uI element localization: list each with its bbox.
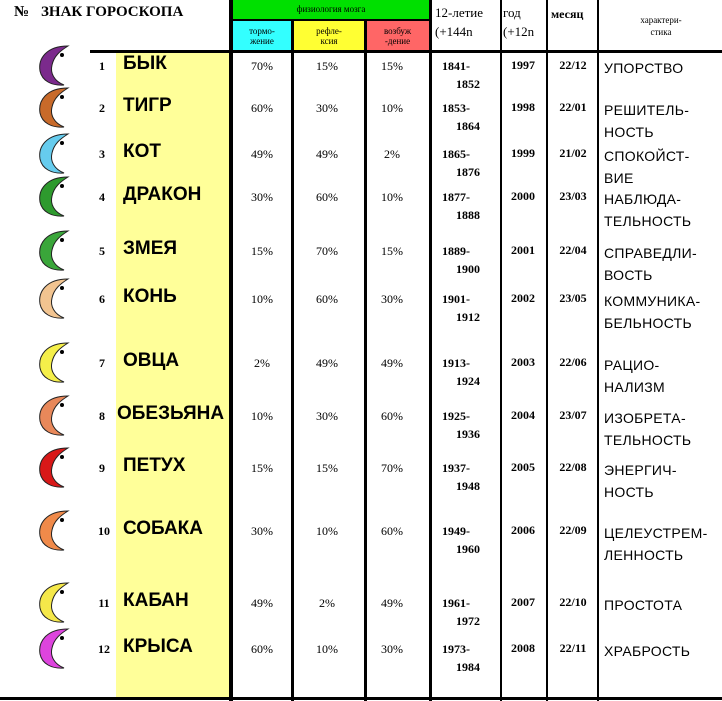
month-value: 22/06 <box>559 355 587 369</box>
year-value: 2004 <box>511 408 535 422</box>
cycle-start: 1913- <box>442 356 470 370</box>
col-header-reflex: рефле- ксия <box>316 26 342 46</box>
cycle-end: 1948 <box>456 479 480 493</box>
excite-value: 70% <box>381 461 403 475</box>
col-header-trait: характери- стика <box>640 15 682 37</box>
month-value: 22/11 <box>559 641 587 655</box>
dog-icon <box>32 508 80 552</box>
sign-name: КАБАН <box>123 590 189 611</box>
inhibit-value: 10% <box>251 292 273 306</box>
grid-line <box>229 0 233 701</box>
row-number: 9 <box>99 461 105 475</box>
grid-line <box>597 0 599 701</box>
row-number: 7 <box>99 356 105 370</box>
col-header-no: № <box>14 4 30 20</box>
sign-name: ПЕТУХ <box>123 455 186 476</box>
cycle-start: 1949- <box>442 524 470 538</box>
col-header-brain: физиология мозга <box>296 4 366 14</box>
snake-icon <box>32 228 80 272</box>
cycle-end: 1864 <box>456 119 480 133</box>
month-value: 22/01 <box>559 100 587 114</box>
grid-line <box>291 19 294 701</box>
monkey-icon <box>32 393 80 437</box>
excite-value: 15% <box>381 244 403 258</box>
col-header-inhibit: тормо- жение <box>249 26 275 46</box>
excite-value: 15% <box>381 59 403 73</box>
trait-line-2: ТЕЛЬНОСТЬ <box>604 432 692 448</box>
trait-line-1: ПРОСТОТА <box>604 597 683 613</box>
sign-name: ОВЦА <box>123 350 180 371</box>
trait-line-1: ХРАБРОСТЬ <box>604 643 691 659</box>
sign-name: ОБЕЗЬЯНА <box>117 403 225 424</box>
year-value: 2000 <box>511 189 535 203</box>
year-value: 2006 <box>511 523 535 537</box>
month-value: 22/10 <box>559 595 587 609</box>
trait-line-2: НАЛИЗМ <box>604 379 665 395</box>
reflex-value: 10% <box>316 642 338 656</box>
inhibit-value: 60% <box>251 101 273 115</box>
trait-line-2: НОСТЬ <box>604 124 654 140</box>
trait-line-1: СПРАВЕДЛИ- <box>604 245 697 261</box>
reflex-value: 60% <box>316 292 338 306</box>
trait-line-2: ЛЕННОСТЬ <box>604 547 684 563</box>
year-value: 1998 <box>511 100 535 114</box>
cycle-end: 1888 <box>456 208 480 222</box>
col-header-sign: ЗНАК ГОРОСКОПА <box>41 4 184 20</box>
cycle-end: 1960 <box>456 542 480 556</box>
grid-line <box>90 50 722 53</box>
excite-value: 60% <box>381 409 403 423</box>
dragon-icon <box>32 174 80 218</box>
col-header-excite: возбуж -дение <box>383 26 412 46</box>
inhibit-value: 30% <box>251 190 273 204</box>
year-value: 2005 <box>511 460 535 474</box>
inhibit-value: 30% <box>251 524 273 538</box>
inhibit-value: 49% <box>251 596 273 610</box>
sign-name: СОБАКА <box>123 518 203 539</box>
sign-name: КОНЬ <box>123 286 177 307</box>
row-number: 6 <box>99 292 105 306</box>
trait-line-2: ВОСТЬ <box>604 267 653 283</box>
sign-name: БЫК <box>123 53 167 74</box>
cycle-start: 1853- <box>442 101 470 115</box>
col-header-year: год (+12n <box>503 5 535 39</box>
year-value: 1999 <box>511 146 535 160</box>
inhibit-value: 60% <box>251 642 273 656</box>
trait-line-1: УПОРСТВО <box>604 60 684 76</box>
year-value: 2008 <box>511 641 535 655</box>
col-header-cycle144: 12-летие (+144n <box>435 5 483 39</box>
cycle-start: 1937- <box>442 461 470 475</box>
trait-line-1: ЭНЕРГИЧ- <box>604 462 677 478</box>
year-value: 2007 <box>511 595 535 609</box>
excite-value: 10% <box>381 190 403 204</box>
trait-line-1: РАЦИО- <box>604 357 660 373</box>
row-number: 11 <box>98 596 110 610</box>
reflex-value: 30% <box>316 409 338 423</box>
cycle-start: 1901- <box>442 292 470 306</box>
cycle-start: 1973- <box>442 642 470 656</box>
excite-value: 30% <box>381 292 403 306</box>
row-number: 3 <box>99 147 105 161</box>
cycle-end: 1852 <box>456 77 480 91</box>
excite-value: 49% <box>381 356 403 370</box>
trait-line-2: НОСТЬ <box>604 484 654 500</box>
rooster-icon <box>32 445 80 489</box>
grid-line <box>546 0 548 701</box>
reflex-value: 15% <box>316 461 338 475</box>
row-number: 1 <box>99 59 105 73</box>
sign-name: ТИГР <box>123 95 172 116</box>
month-value: 23/03 <box>559 189 587 203</box>
trait-line-2: ВИЕ <box>604 170 634 186</box>
year-value: 2003 <box>511 355 535 369</box>
row-number: 4 <box>99 190 105 204</box>
excite-value: 60% <box>381 524 403 538</box>
trait-line-1: СПОКОЙСТ- <box>604 148 690 164</box>
month-value: 22/12 <box>559 58 587 72</box>
sign-name: КОТ <box>123 141 161 162</box>
cycle-start: 1925- <box>442 409 470 423</box>
grid-line <box>0 697 722 700</box>
cat-icon <box>32 131 80 175</box>
reflex-value: 10% <box>316 524 338 538</box>
sign-name: ДРАКОН <box>123 184 202 205</box>
cycle-end: 1936 <box>456 427 480 441</box>
cycle-start: 1841- <box>442 59 470 73</box>
tiger-icon <box>32 85 80 129</box>
year-value: 2001 <box>511 243 535 257</box>
year-value: 2002 <box>511 291 535 305</box>
trait-line-1: ЦЕЛЕУСТРЕМ- <box>604 525 708 541</box>
month-value: 22/09 <box>559 523 587 537</box>
grid-line <box>233 19 429 21</box>
reflex-value: 49% <box>316 356 338 370</box>
inhibit-value: 49% <box>251 147 273 161</box>
reflex-value: 49% <box>316 147 338 161</box>
excite-value: 10% <box>381 101 403 115</box>
sign-name: КРЫСА <box>123 636 193 657</box>
inhibit-value: 70% <box>251 59 273 73</box>
month-value: 23/05 <box>559 291 587 305</box>
horse-icon <box>32 276 80 320</box>
sign-name: ЗМЕЯ <box>123 238 178 259</box>
reflex-value: 2% <box>319 596 335 610</box>
trait-line-1: РЕШИТЕЛЬ- <box>604 102 690 118</box>
rat-icon <box>32 626 80 670</box>
inhibit-value: 2% <box>254 356 270 370</box>
inhibit-value: 15% <box>251 244 273 258</box>
cycle-end: 1900 <box>456 262 480 276</box>
month-value: 22/08 <box>559 460 587 474</box>
cycle-end: 1876 <box>456 165 480 179</box>
cycle-start: 1961- <box>442 596 470 610</box>
month-value: 22/04 <box>559 243 587 257</box>
grid-line <box>500 0 502 701</box>
cycle-start: 1889- <box>442 244 470 258</box>
trait-line-1: КОММУНИКА- <box>604 293 701 309</box>
reflex-value: 30% <box>316 101 338 115</box>
excite-value: 2% <box>384 147 400 161</box>
reflex-value: 15% <box>316 59 338 73</box>
cycle-start: 1877- <box>442 190 470 204</box>
trait-line-1: НАБЛЮДА- <box>604 191 682 207</box>
year-value: 1997 <box>511 58 535 72</box>
boar-icon <box>32 580 80 624</box>
sheep-icon <box>32 340 80 384</box>
row-number: 12 <box>98 642 110 656</box>
cycle-end: 1984 <box>456 660 480 674</box>
month-value: 21/02 <box>559 146 587 160</box>
month-value: 23/07 <box>559 408 587 422</box>
excite-value: 49% <box>381 596 403 610</box>
excite-value: 30% <box>381 642 403 656</box>
cycle-end: 1972 <box>456 614 480 628</box>
row-number: 8 <box>99 409 105 423</box>
grid-line <box>429 0 432 701</box>
cycle-end: 1912 <box>456 310 480 324</box>
row-number: 2 <box>99 101 105 115</box>
trait-line-2: ТЕЛЬНОСТЬ <box>604 213 692 229</box>
row-number: 5 <box>99 244 105 258</box>
trait-line-2: БЕЛЬНОСТЬ <box>604 315 692 331</box>
reflex-value: 70% <box>316 244 338 258</box>
inhibit-value: 15% <box>251 461 273 475</box>
trait-line-1: ИЗОБРЕТА- <box>604 410 686 426</box>
col-header-month: месяц <box>551 7 584 21</box>
cycle-start: 1865- <box>442 147 470 161</box>
row-number: 10 <box>98 524 110 538</box>
reflex-value: 60% <box>316 190 338 204</box>
cycle-end: 1924 <box>456 374 480 388</box>
inhibit-value: 10% <box>251 409 273 423</box>
ox-icon <box>32 43 80 87</box>
